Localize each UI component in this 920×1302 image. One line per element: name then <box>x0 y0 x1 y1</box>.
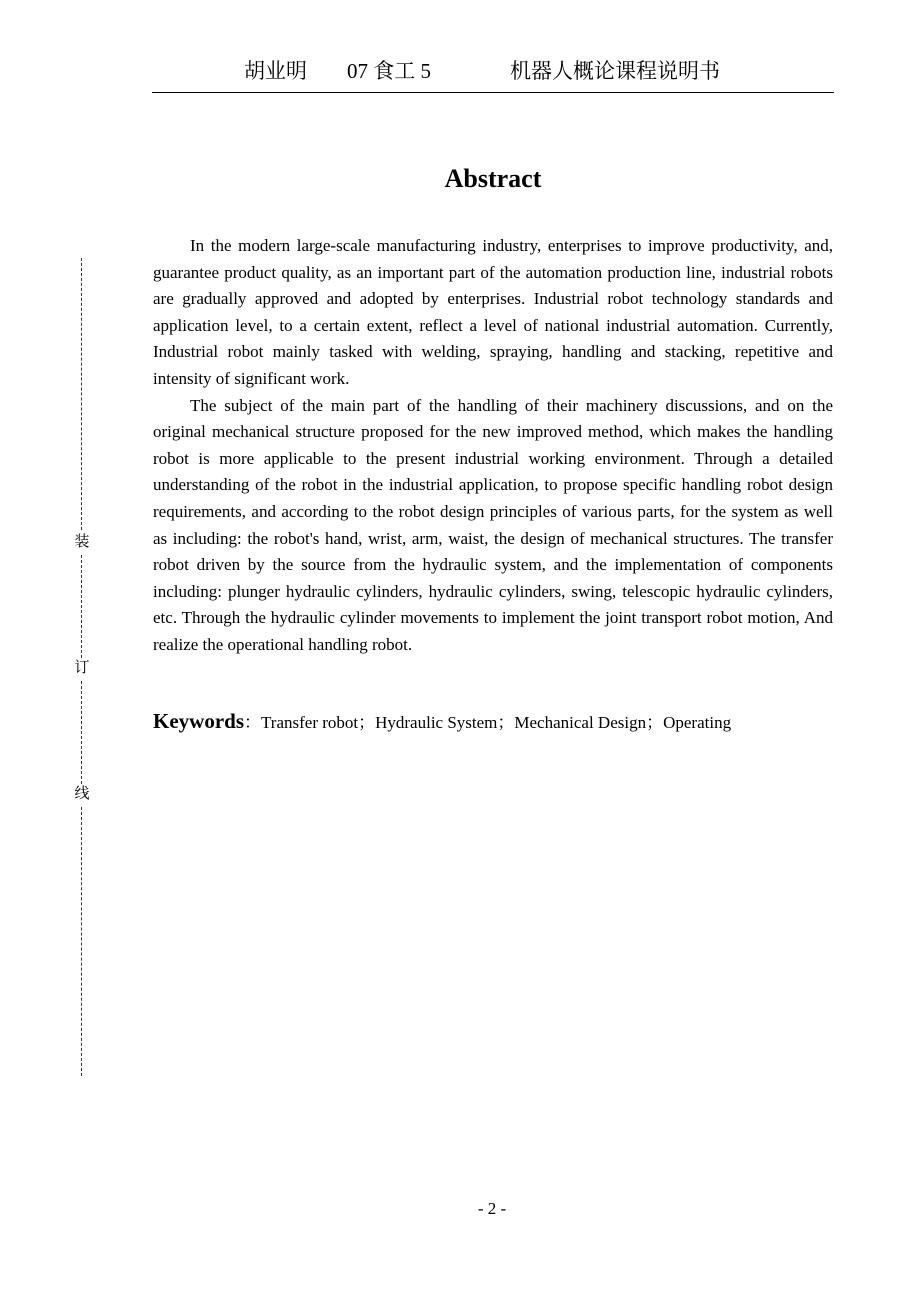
page-number: - 2 - <box>477 1199 507 1218</box>
binding-line <box>70 258 94 1076</box>
abstract-paragraph-2: The subject of the main part of the handling of their machinery discussions, and on the original mechanical structure proposed for the new improved method, which makes the handling robot is more applicable to the present industrial working environment. Through a detailed understanding of the robot in the industrial application, to propose specific handling robot design requirements, and according to the robot design principles of various parts, for the system as well as including: the robot's hand, wrist, arm, waist, the design of mechanical structures. The transfer robot driven by the source from the hydraulic system, and the implementation of components including: plunger hydraulic cylinders, hydraulic cylinders, swing, telescopic hydraulic cylinders, etc. Through the hydraulic cylinder movements to implement the joint transport robot motion, And realize the operational handling robot. <box>153 395 833 654</box>
binding-mark-top: 装 <box>74 534 90 550</box>
binding-mark-bottom: 线 <box>74 786 90 802</box>
abstract-body <box>153 233 833 659</box>
binding-mark-middle: 订 <box>74 660 90 676</box>
header-course-title: 机器人概论课程说明书 <box>510 59 720 83</box>
header-author: 胡业明 <box>244 59 307 83</box>
binding-dash-lower <box>81 681 82 784</box>
keywords-line <box>153 707 833 737</box>
keywords-text: Transfer robot；Hydraulic System；Mechanical Design；Operating <box>261 713 732 732</box>
keywords-label: Keywords <box>153 709 244 733</box>
binding-dash-bottom <box>81 807 82 1076</box>
keywords-separator: ： <box>244 713 261 732</box>
binding-dash-upper <box>81 555 82 658</box>
page-header <box>152 52 834 93</box>
header-class: 07 食工 5 <box>347 59 431 83</box>
abstract-paragraph-1: In the modern large-scale manufacturing industry, enterprises to improve productivity, and, guarantee product quality, as an important part of the automation production line, industrial robots are gradually approved and adopted by enterprises. Industrial robot technology standards and application level, to a certain extent, reflect a level of national industrial automation. Currently, Industrial robot mainly tasked with welding, spraying, handling and stacking, repetitive and intensity of significant work. <box>153 236 833 388</box>
binding-dash-top <box>81 258 82 530</box>
abstract-title: Abstract <box>444 164 542 193</box>
